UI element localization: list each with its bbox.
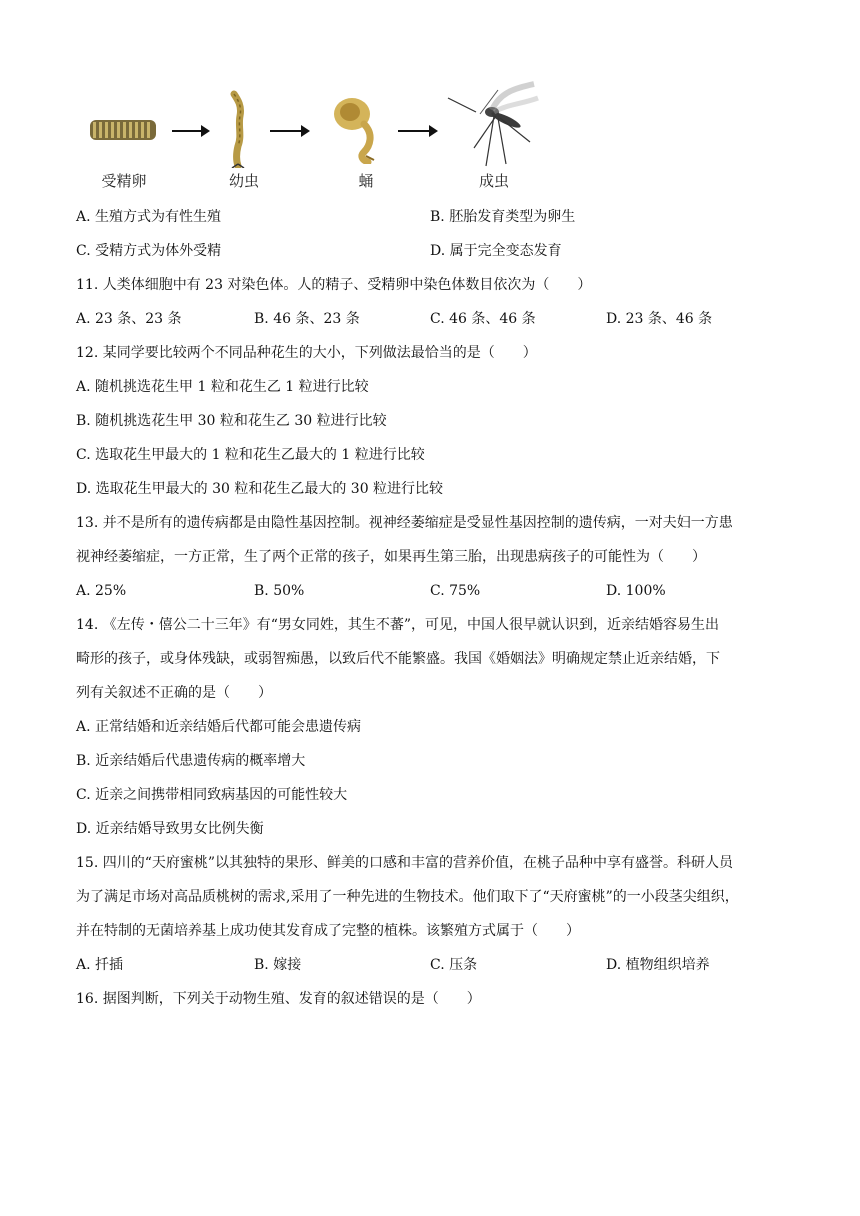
q12-option-a: A. 随机挑选花生甲 1 粒和花生乙 1 粒进行比较 [76,379,369,395]
q10-option-a: A. 生殖方式为有性生殖 [76,209,222,225]
arrow-icon [398,130,436,132]
q14-stem-line2: 畸形的孩子，或身体残缺，或弱智痴愚，以致后代不能繁盛。我国《婚姻法》明确规定禁止近亲结婚，下 [76,651,720,667]
q15-option-a: A. 扦插 [76,957,124,973]
q10-option-c: C. 受精方式为体外受精 [76,243,222,259]
q12-option-c: C. 选取花生甲最大的 1 粒和花生乙最大的 1 粒进行比较 [76,447,425,463]
q11-option-b: B. 46 条、23 条 [254,311,360,327]
q11-stem: 11. 人类体细胞中有 23 对染色体。人的精子、受精卵中染色体数目依次为（ ） [76,277,592,293]
q12-option-b: B. 随机挑选花生甲 30 粒和花生乙 30 粒进行比较 [76,413,387,429]
q15-option-d: D. 植物组织培养 [606,957,710,973]
q11-option-a: A. 23 条、23 条 [76,311,182,327]
pupa-image [330,94,382,164]
q14-option-c: C. 近亲之间携带相同致病基因的可能性较大 [76,787,348,803]
q10-option-d: D. 属于完全变态发育 [430,243,562,259]
egg-raft-image [88,116,158,144]
q14-option-b: B. 近亲结婚后代患遗传病的概率增大 [76,753,306,769]
q15-stem-line3: 并在特制的无菌培养基上成功使其发育成了完整的植株。该繁殖方式属于（ ） [76,923,580,939]
q15-stem-line2: 为了满足市场对高品质桃树的需求,采用了一种先进的生物技术。他们取下了“天府蜜桃”的一小段茎尖组织， [76,889,739,905]
q14-option-d: D. 近亲结婚导致男女比例失衡 [76,821,264,837]
q12-stem: 12. 某同学要比较两个不同品种花生的大小，下列做法最恰当的是（ ） [76,345,537,361]
q12-option-d: D. 选取花生甲最大的 30 粒和花生乙最大的 30 粒进行比较 [76,481,444,497]
q13-option-d: D. 100% [606,583,666,599]
q14-stem-line3: 列有关叙述不正确的是（ ） [76,685,272,701]
q14-option-a: A. 正常结婚和近亲结婚后代都可能会患遗传病 [76,719,362,735]
arrow-icon [172,130,208,132]
q13-stem-line1: 13. 并不是所有的遗传病都是由隐性基因控制。视神经萎缩症是受显性基因控制的遗传病，一对夫妇一方患 [76,515,733,531]
stage-label-pupa: 蛹 [358,172,374,190]
q11-option-d: D. 23 条、46 条 [606,311,713,327]
q13-stem-line2: 视神经萎缩症，一方正常，生了两个正常的孩子，如果再生第三胎，出现患病孩子的可能性为（ ） [76,549,706,565]
stage-label-egg: 受精卵 [101,172,147,190]
q13-option-b: B. 50% [254,583,305,599]
q15-option-c: C. 压条 [430,957,478,973]
q11-option-c: C. 46 条、46 条 [430,311,536,327]
stage-label-larva: 幼虫 [228,172,259,190]
arrow-icon [270,130,308,132]
q16-stem: 16. 据图判断，下列关于动物生殖、发育的叙述错误的是（ ） [76,991,481,1007]
stage-label-adult: 成虫 [478,172,509,190]
q15-option-b: B. 嫁接 [254,957,302,973]
larva-image [220,90,256,168]
q13-option-a: A. 25% [76,583,127,599]
life-cycle-figure [0,78,860,190]
q14-stem-line1: 14. 《左传・僖公二十三年》有“男女同姓，其生不蕃”，可见，中国人很早就认识到，近亲结婚容易生出 [76,617,720,633]
q15-stem-line1: 15. 四川的“天府蜜桃”以其独特的果形、鲜美的口感和丰富的营养价值，在桃子品种中享有盛誉。科研人员 [76,855,734,871]
q13-option-c: C. 75% [430,583,481,599]
adult-mosquito-image [446,78,542,170]
q10-option-b: B. 胚胎发育类型为卵生 [430,209,576,225]
